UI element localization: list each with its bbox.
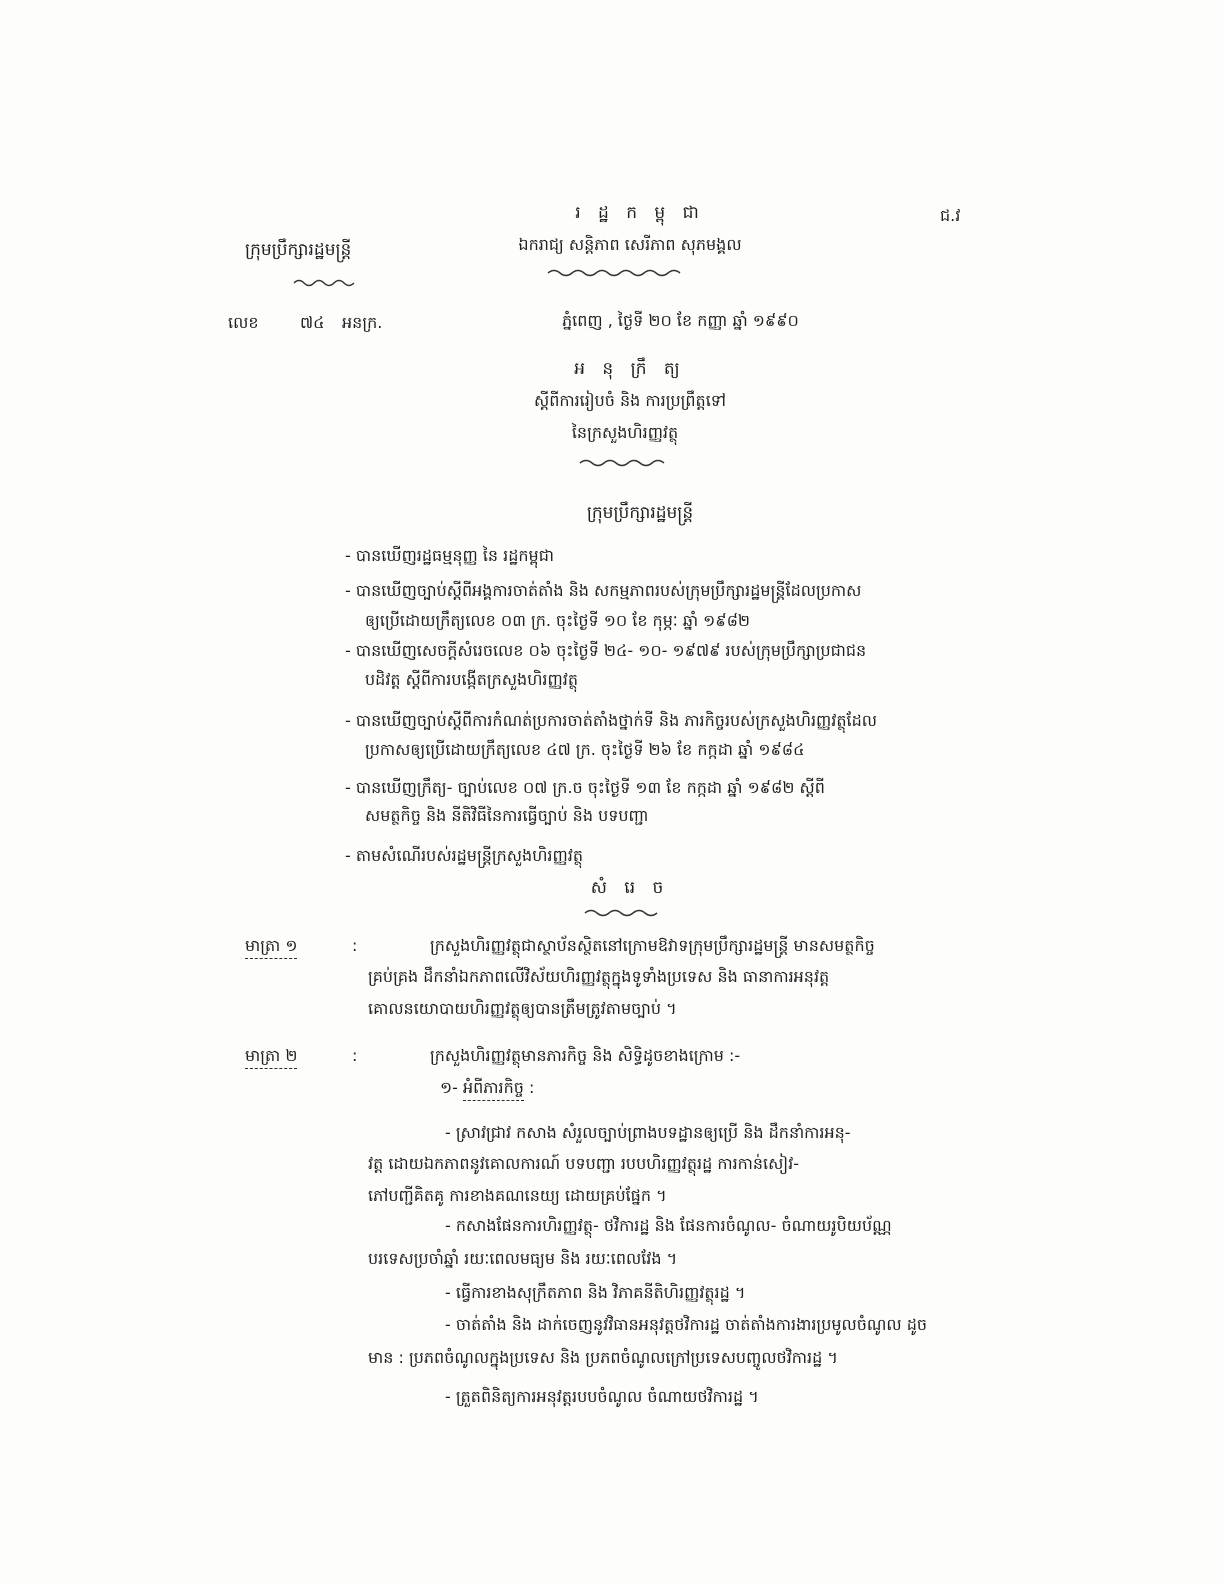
article-1-label: មាត្រា ១: [245, 935, 297, 959]
ornament-divider: [292, 278, 358, 288]
reference-mark: ជ.វ: [940, 206, 961, 225]
section-title: អំពីភារកិច្ច: [463, 1077, 524, 1101]
ornament-divider: [583, 908, 667, 918]
article-label: [245, 933, 345, 961]
place-and-date: ភ្នំពេញ , ថ្ងៃទី ២០ ខែ កញ្ញា ឆ្នាំ ១៩៩០: [562, 311, 799, 330]
duty-item: - ស្រាវជ្រាវ កសាង សំរួលច្បាប់ព្រាងបទដ្ឋានឲ្យប្រើ និង ដឹកនាំការអនុ-: [445, 1123, 851, 1142]
duty-item-continuation: មាន : ប្រភពចំណូលក្នុងប្រទេស និង ប្រភពចំណូលក្រៅប្រទេសបញ្ចូលថវិការដ្ឋ ។: [368, 1348, 838, 1367]
ornament-divider: [546, 268, 690, 278]
preamble-item-continuation: ប្រកាសឲ្យប្រើដោយក្រឹត្យលេខ ៤៧ ក្រ. ចុះថ្ងៃទី ២៦ ខែ កក្កដា ឆ្នាំ ១៩៨៤: [365, 740, 805, 759]
ornament-divider: [578, 458, 672, 468]
duty-item-continuation: វត្ត ដោយឯកភាពនូវគោលការណ៍ បទបញ្ជា របបហិរញ្ញវត្ថុរដ្ឋ ការកាន់សៀវ-: [368, 1154, 799, 1173]
duty-item: - ចាត់តាំង និង ដាក់ចេញនូវវិធានអនុវត្តថវិការដ្ឋ ចាត់តាំងការងារប្រមូលចំណូល ដូច: [445, 1315, 928, 1334]
preamble-item: - តាមសំណើរបស់រដ្ឋមន្ត្រីក្រសួងហិរញ្ញវត្ថុ: [345, 846, 583, 865]
section-number: ១-: [440, 1078, 458, 1097]
decision-heading: សំ រេ ច: [590, 878, 670, 898]
article-text: ក្រសួងហិរញ្ញវត្ថុមានភារកិច្ច និង សិទ្ធិដូចខាងក្រោម :-: [430, 1046, 741, 1065]
duty-item: - ត្រួតពិនិត្យការអនុវត្តរបបចំណូល ចំណាយថវិការដ្ឋ ។: [445, 1387, 759, 1406]
duty-item-continuation: ភៅបញ្ជីគិតគូ ការខាងគណនេយ្យ ដោយគ្រប់ផ្នែក ។: [368, 1186, 667, 1205]
national-motto: ឯករាជ្យ សន្តិភាព សេរីភាព សុភមង្គល: [518, 235, 742, 254]
article-text: គោលនយោបាយហិរញ្ញវត្ថុឲ្យបានត្រឹមត្រូវតាមច្បាប់ ។: [368, 999, 677, 1018]
preamble-item-continuation: ឲ្យប្រើដោយក្រឹត្យលេខ ០៣ ក្រ. ចុះថ្ងៃទី ១០ ខែ កុម្ភៈ ឆ្នាំ ១៩៨២: [365, 611, 751, 630]
article-text: ក្រសួងហិរញ្ញវត្ថុជាស្ថាប័នស្ថិតនៅក្រោមឱវាទក្រុមប្រឹក្សារដ្ឋមន្ត្រី មានសមត្ថកិច្ច: [430, 936, 875, 955]
duty-item: - កសាងផែនការហិរញ្ញវត្ថុ- ថវិការដ្ឋ និង ផែនការចំណូល- ចំណាយរូបិយប័ណ្ណ: [445, 1216, 892, 1235]
duty-item: - ធ្វើការខាងសុក្រឹតភាព និង វិភាគនីតិហិរញ្ញវត្ថុរដ្ឋ ។: [445, 1283, 746, 1302]
subject-line: ស្តីពីការរៀបចំ និង ការប្រព្រឹត្តទៅ: [533, 391, 727, 410]
article-label: [245, 1043, 345, 1071]
preamble-item-continuation: សមត្ថកិច្ច និង នីតិវិធីនៃការធ្វើច្បាប់ និង បទបញ្ជា: [365, 806, 649, 825]
preamble-item: - បានឃើញក្រឹត្យ- ច្បាប់លេខ ០៧ ក្រ.ច ចុះថ្ងៃទី ១៣ ខែ កក្កដា ឆ្នាំ ១៩៨២ ស្តីពី: [345, 778, 825, 797]
preamble-item: - បានឃើញរដ្ឋធម្មនុញ្ញ នៃ រដ្ឋកម្ពុជា: [345, 546, 554, 565]
document-number: ៧៤: [300, 313, 325, 332]
article-text: គ្រប់គ្រង ដឹកនាំឯកភាពលើវិស័យហិរញ្ញវត្ថុក្នុងទូទាំងប្រទេស និង ធានាការអនុវត្ត: [368, 967, 830, 986]
preamble-heading: ក្រុមប្រឹក្សារដ្ឋមន្ត្រី: [586, 503, 694, 523]
article-colon: :: [352, 936, 358, 955]
preamble-item-continuation: បដិវត្ត ស្តីពីការបង្កើតក្រសួងហិរញ្ញវត្ថុ: [365, 670, 578, 689]
preamble-item: - បានឃើញសេចក្តីសំរេចលេខ ០៦ ចុះថ្ងៃទី ២៤- ១០- ១៩៧៩ របស់ក្រុមប្រឹក្សាប្រជាជន: [345, 641, 867, 660]
document-number-suffix: អនក្រ.: [342, 313, 383, 332]
document-type: អ នុ ក្រឹ ត្យ: [574, 359, 686, 379]
duty-item-continuation: បរទេសប្រចាំឆ្នាំ រយៈពេលមធ្យម និង រយៈពេលវែង ។: [368, 1249, 678, 1268]
subject-line: នៃក្រសួងហិរញ្ញវត្ថុ: [571, 423, 679, 442]
preamble-item: - បានឃើញច្បាប់ស្តីពីការកំណត់ប្រការចាត់តាំងថ្នាក់ទី និង ភារកិច្ចរបស់ក្រសួងហិរញ្ញវត្ថុដែល: [345, 711, 877, 730]
section-colon: :: [529, 1078, 535, 1097]
article-2-label: មាត្រា ២: [245, 1045, 297, 1069]
number-label: លេខ: [228, 313, 259, 332]
issuer-name: ក្រុមប្រឹក្សារដ្ឋមន្ត្រី: [245, 240, 352, 260]
section-heading: [440, 1075, 640, 1103]
article-colon: :: [352, 1046, 358, 1065]
country-name: រ ដ្ឋ ក ម្ពុ ជា: [575, 203, 705, 223]
preamble-item: - បានឃើញច្បាប់ស្តីពីអង្គការចាត់តាំង និង សកម្មភាពរបស់ក្រុមប្រឹក្សារដ្ឋមន្ត្រីដែលប្រកាស: [345, 581, 862, 600]
